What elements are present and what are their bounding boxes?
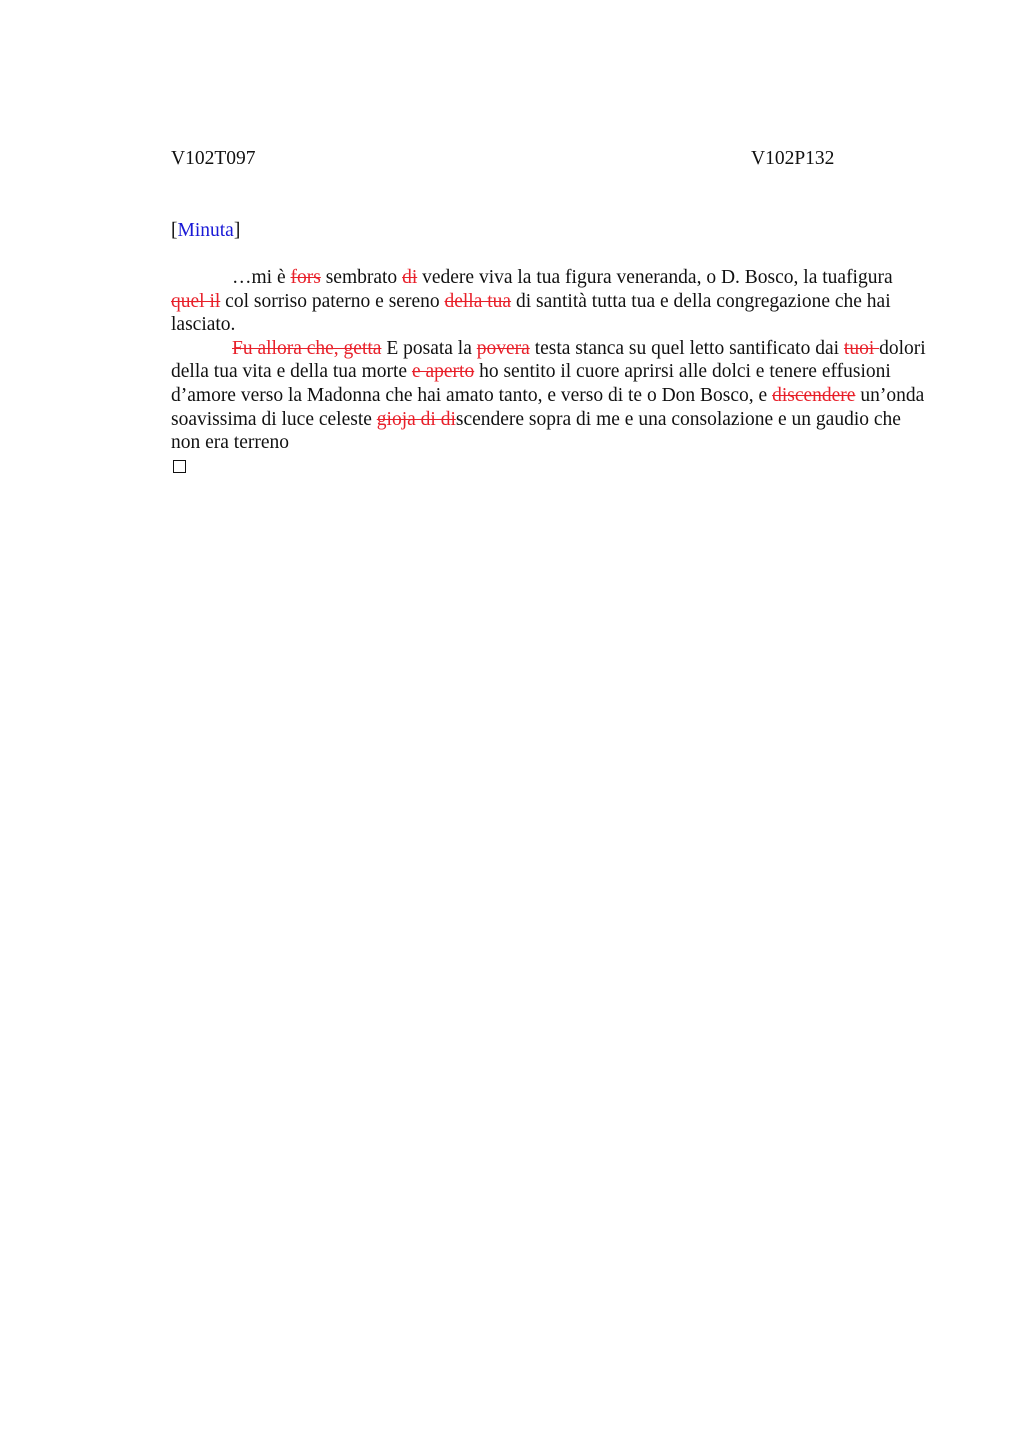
text-segment: …mi è (232, 267, 291, 288)
deleted-segment: di (402, 267, 418, 288)
text-segment: col sorriso paterno e sereno (220, 290, 445, 312)
paragraph-2 (171, 337, 931, 455)
empty-square-icon (173, 460, 186, 473)
text-segment: sembrato (320, 267, 403, 288)
text-segment: di santità tutta tua e della congregazione che hai lasciato. (171, 290, 891, 336)
text-segment: testa stanca su quel letto santificato dai (529, 337, 844, 359)
page-code-right: V102P132 (751, 148, 835, 169)
text-segment: un’onda soavissima di luce celeste (171, 384, 925, 430)
paragraph-1 (171, 266, 931, 337)
text-segment: dolori della tua vita e della tua morte (171, 337, 926, 383)
label-open-bracket: [ (171, 220, 178, 241)
deleted-segment: discendere (772, 384, 856, 406)
document-header (171, 146, 931, 172)
deleted-segment: fors (290, 267, 321, 288)
label-close-bracket: ] (233, 220, 241, 241)
document-page (171, 146, 931, 473)
text-segment: ho sentito il cuore aprirsi alle dolci e tenere effusioni d’amore verso la Madonna che hai amato tanto, e verso di te o Don Bosco, e (171, 361, 891, 406)
text-segment: scendere sopra di me e una consolazione e un gaudio che non era terreno (171, 408, 901, 454)
document-code-left: V102T097 (171, 148, 256, 169)
text-segment: vedere viva la tua figura veneranda, o D. Bosco, la tuafigura (417, 267, 893, 288)
deleted-segment: Fu allora che, getta (232, 337, 382, 359)
deleted-segment: povera (476, 337, 530, 359)
document-label (171, 218, 931, 244)
deleted-segment: della tua (444, 290, 512, 312)
text-segment: E posata la (381, 337, 477, 359)
deleted-segment: gioja di di (376, 408, 456, 430)
document-body (171, 266, 931, 473)
label-minuta: Minuta (177, 220, 234, 241)
deleted-segment: e aperto (411, 361, 475, 383)
deleted-segment: quel il (171, 290, 221, 312)
deleted-segment: tuoi (843, 337, 880, 359)
